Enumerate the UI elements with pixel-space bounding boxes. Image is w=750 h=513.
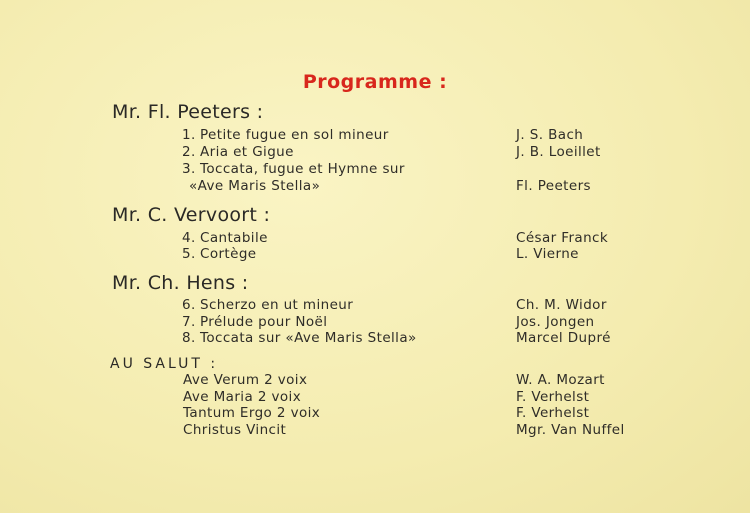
composer-name: Jos. Jongen bbox=[516, 314, 595, 330]
piece-number: 1. bbox=[182, 127, 196, 143]
piece-number: 5. bbox=[182, 246, 196, 262]
composer-name: César Franck bbox=[516, 230, 609, 246]
piece-title bbox=[182, 246, 257, 262]
piece-name: Prélude pour Noël bbox=[200, 314, 328, 330]
composer-name: F. Verhelst bbox=[516, 405, 590, 421]
piece-name: Cantabile bbox=[200, 230, 268, 246]
piece-name: Toccata sur «Ave Maris Stella» bbox=[200, 330, 417, 346]
piece-name: Aria et Gigue bbox=[200, 144, 294, 160]
composer-name: J. S. Bach bbox=[516, 127, 584, 143]
composer-name: F. Verhelst bbox=[516, 389, 590, 405]
performer-heading: Mr. Ch. Hens : bbox=[112, 272, 249, 294]
salut-piece-title: Ave Maria 2 voix bbox=[183, 389, 302, 405]
composer-name: Marcel Dupré bbox=[516, 330, 611, 346]
piece-number: 8. bbox=[182, 330, 196, 346]
composer-name: J. B. Loeillet bbox=[516, 144, 601, 160]
salut-heading: AU SALUT : bbox=[110, 356, 219, 372]
piece-name: Scherzo en ut mineur bbox=[200, 297, 354, 313]
composer-name: L. Vierne bbox=[516, 246, 579, 262]
piece-title bbox=[182, 314, 327, 330]
salut-piece-title: Tantum Ergo 2 voix bbox=[183, 405, 321, 421]
piece-title bbox=[182, 144, 294, 160]
composer-name: Mgr. Van Nuffel bbox=[516, 422, 625, 438]
composer-name: Ch. M. Widor bbox=[516, 297, 607, 313]
piece-title bbox=[182, 127, 389, 143]
piece-title bbox=[182, 161, 405, 177]
composer-name: Fl. Peeters bbox=[516, 178, 591, 194]
piece-name: Toccata, fugue et Hymne sur bbox=[200, 161, 405, 177]
performer-heading: Mr. C. Vervoort : bbox=[112, 204, 271, 226]
piece-number: 3. bbox=[182, 161, 196, 177]
piece-number: 2. bbox=[182, 144, 196, 160]
piece-number: 7. bbox=[182, 314, 196, 330]
performer-heading: Mr. Fl. Peeters : bbox=[112, 101, 264, 123]
piece-number: 4. bbox=[182, 230, 196, 246]
piece-number: 6. bbox=[182, 297, 196, 313]
piece-title bbox=[182, 230, 268, 246]
salut-piece-title: Christus Vincit bbox=[183, 422, 287, 438]
piece-title-continuation: «Ave Maris Stella» bbox=[189, 178, 321, 194]
piece-name: Petite fugue en sol mineur bbox=[200, 127, 389, 143]
programme-title: Programme : bbox=[302, 71, 448, 93]
piece-title bbox=[182, 330, 417, 346]
piece-title bbox=[182, 297, 353, 313]
composer-name: W. A. Mozart bbox=[516, 372, 605, 388]
piece-name: Cortège bbox=[200, 246, 257, 262]
salut-piece-title: Ave Verum 2 voix bbox=[183, 372, 308, 388]
